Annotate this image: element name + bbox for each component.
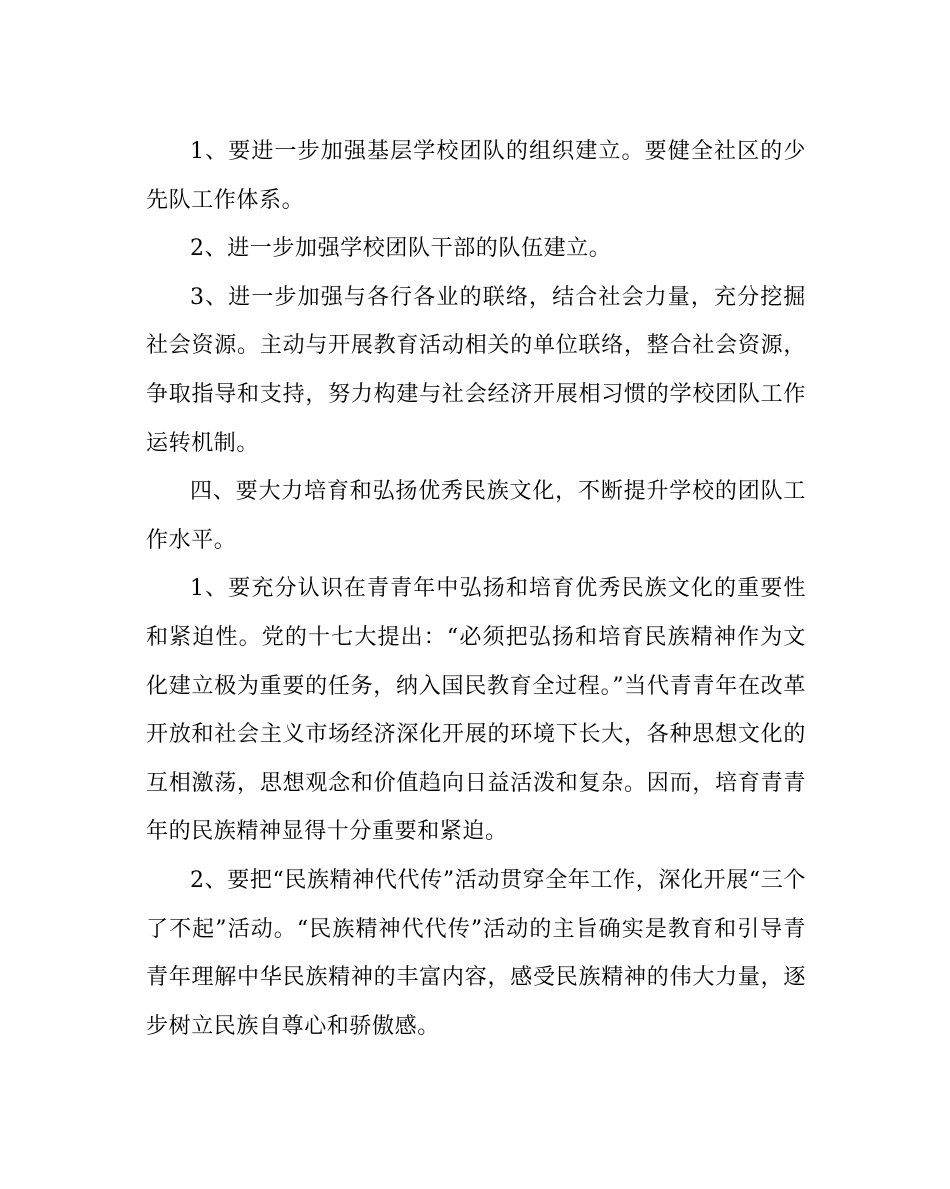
paragraph: 2、进一步加强学校团队干部的队伍建立。: [190, 236, 612, 262]
paragraph: 2、要把“民族精神代代传”活动贯穿全年工作，深化开展“三个了不起”活动。“民族精神代代传”活动的主旨确实是教育和引导青青年理解中华民族精神的丰富内容，感受民族精神的伟大力量，逐步树立民族自尊心和骄傲感。: [146, 867, 806, 1039]
paragraph: 1、要进一步加强基层学校团队的组织建立。要健全社区的少先队工作体系。: [146, 139, 806, 213]
paragraph: 3、进一步加强与各行各业的联络，结合社会力量，充分挖掘社会资源。主动与开展教育活动相关的单位联络，整合社会资源，争取指导和支持，努力构建与社会经济开展相习惯的学校团队工作运转机制。: [146, 284, 806, 456]
document-body: [146, 128, 806, 1051]
paragraph: 1、要充分认识在青青年中弘扬和培育优秀民族文化的重要性和紧迫性。党的十七大提出：“必须把弘扬和培育民族精神作为文化建立极为重要的任务，纳入国民教育全过程。”当代青青年在改革开放和社会主义市场经济深化开展的环境下长大，各种思想文化的互相激荡，思想观念和价值趋向日益活泼和复杂。因而，培育青青年的民族精神显得十分重要和紧迫。: [146, 576, 806, 845]
section-heading: 四、要大力培育和弘扬优秀民族文化，不断提升学校的团队工作水平。: [146, 479, 806, 553]
